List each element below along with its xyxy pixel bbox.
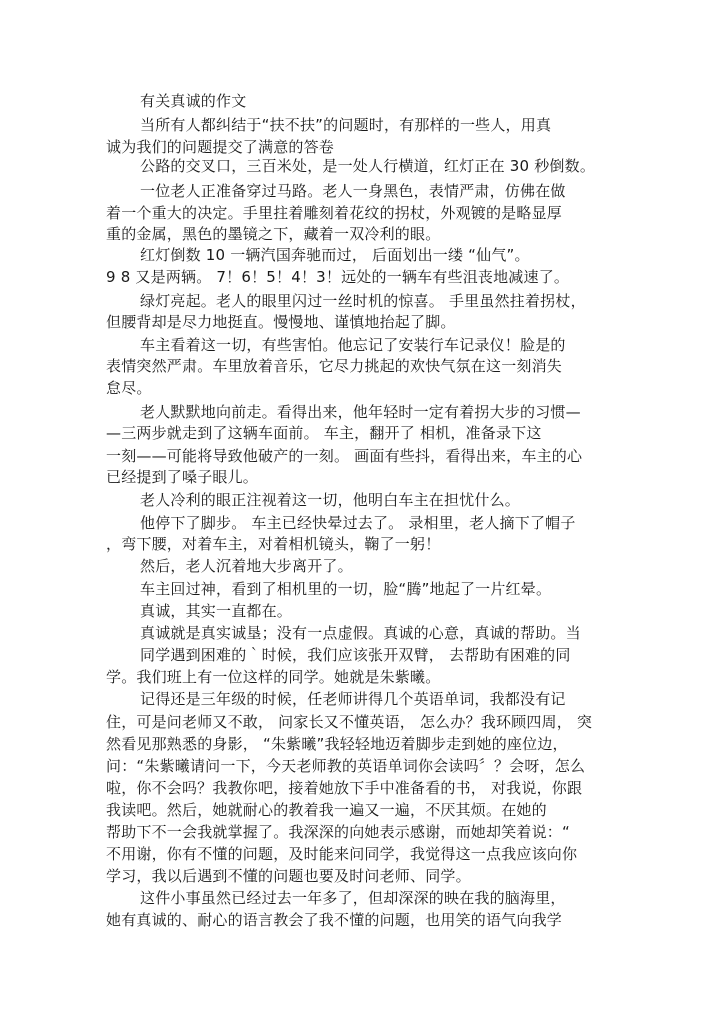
text-line: 不用谢，你有不懂的问题，及时能来问同学，我觉得这一点我应该向你 <box>106 845 578 863</box>
text-line: 啦，你不会吗？我教你吧，接着她放下手中准备看的书， 对我说，你跟 <box>106 779 583 797</box>
text-line: 帮助下不一会我就掌握了。我深深的向她表示感谢，而她却笑着说：“ <box>106 823 570 841</box>
text-line: 然后，老人沉着地大步离开了。 <box>140 557 353 575</box>
text-line: 绿灯亮起。老人的眼里闪过一丝时机的惊喜。 手里虽然拄着拐杖， <box>140 292 586 310</box>
text-line: 怠尽。 <box>106 379 152 397</box>
text-line: 她有真诚的、耐心的语言教会了我不懂的问题，也用笑的语气向我学 <box>106 911 563 929</box>
text-line: 老人默默地向前走。看得出来，他年轻时一定有着拐大步的习惯— <box>140 403 581 421</box>
text-line: 当所有人都纠结于“扶不扶”的问题时，有那样的一些人，用真 <box>140 116 552 134</box>
text-line: 有关真诚的作文 <box>140 92 247 110</box>
text-line: 问：“朱紫曦请问一下，今天老师教的英语单词你会读吗〞？会呀，怎么 <box>106 757 586 775</box>
text-line: 红灯倒数 10 一辆汽国奔驰而过， 后面划出一缕 “仙气”。 <box>140 246 530 264</box>
text-line: 我读吧。然后，她就耐心的教着我一遍又一遍，不厌其烦。在她的 <box>106 801 547 819</box>
text-line: 表情突然严肃。车里放着音乐，它尽力挑起的欢快气氛在这一刻消失 <box>106 357 563 375</box>
text-line: 学。我们班上有一位这样的同学。她就是朱紫曦。 <box>106 668 441 686</box>
text-line: 着一个重大的决定。手里拄着雕刻着花纹的拐杖，外观镀的是略显厚 <box>106 204 563 222</box>
text-line: 但腰背却是尽力地挺直。慢慢地、谨慎地抬起了脚。 <box>106 313 456 331</box>
text-line: 老人冷利的眼正注视着这一切，他明白车主在担忧什么。 <box>140 491 521 509</box>
text-line: 他停下了脚步。 车主已经快晕过去了。 录相里，老人摘下了帽子 <box>140 514 576 532</box>
text-line: 记得还是三年级的时候，任老师讲得几个英语单词，我都没有记 <box>140 690 566 708</box>
text-line: 一刻——可能将导致他破产的一刻。 画面有些抖，看得出来，车主的心 <box>106 447 583 465</box>
text-line: ，弯下腰，对着车主，对着相机镜头，鞠了一躬！ <box>106 535 441 553</box>
text-line: 住，可是问老师又不敢， 问家长又不懂英语， 怎么办？我环顾四周， 突 <box>106 713 593 731</box>
text-line: 车主看着这一切，有些害怕。他忘记了安装行车记录仪！脸是的 <box>140 336 566 354</box>
text-line: 已经提到了嗓子眼儿。 <box>106 468 259 486</box>
text-line: 真诚就是真实诚垦；没有一点虚假。真诚的心意，真诚的帮助。当 <box>140 624 581 642</box>
text-line: 同学遇到困难的｀时候，我们应该张开双臂， 去帮助有困难的同 <box>140 646 571 664</box>
text-line: 一位老人正准备穿过马路。老人一身黑色，表情严肃，仿佛在做 <box>140 182 566 200</box>
text-line: 公路的交叉口，三百米处，是一处人行横道，红灯正在 30 秒倒数。 <box>140 157 596 175</box>
text-line: 学习，我以后遇到不懂的问题也要及时问老师、同学。 <box>106 867 471 885</box>
text-line: 9 8 又是两辆。 7！6！5！4！3！远处的一辆车有些沮丧地减速了。 <box>106 268 570 286</box>
text-line: 重的金属，黑色的墨镜之下，藏着一双冷利的眼。 <box>106 225 441 243</box>
text-line: —三两步就走到了这辆车面前。 车主，翻开了 相机，准备录下这 <box>106 424 542 442</box>
text-line: 然看见那熟悉的身影， “朱紫曦”我轻轻地迈着脚步走到她的座位边， <box>106 735 568 753</box>
text-line: 真诚，其实一直都在。 <box>140 602 293 620</box>
text-line: 诚为我们的问题提交了满意的答卷 <box>106 138 335 156</box>
text-line: 车主回过神，看到了相机里的一切，脸“腾”地起了一片红晕。 <box>140 580 552 598</box>
text-line: 这件小事虽然已经过去一年多了，但却深深的映在我的脑海里， <box>140 889 566 907</box>
